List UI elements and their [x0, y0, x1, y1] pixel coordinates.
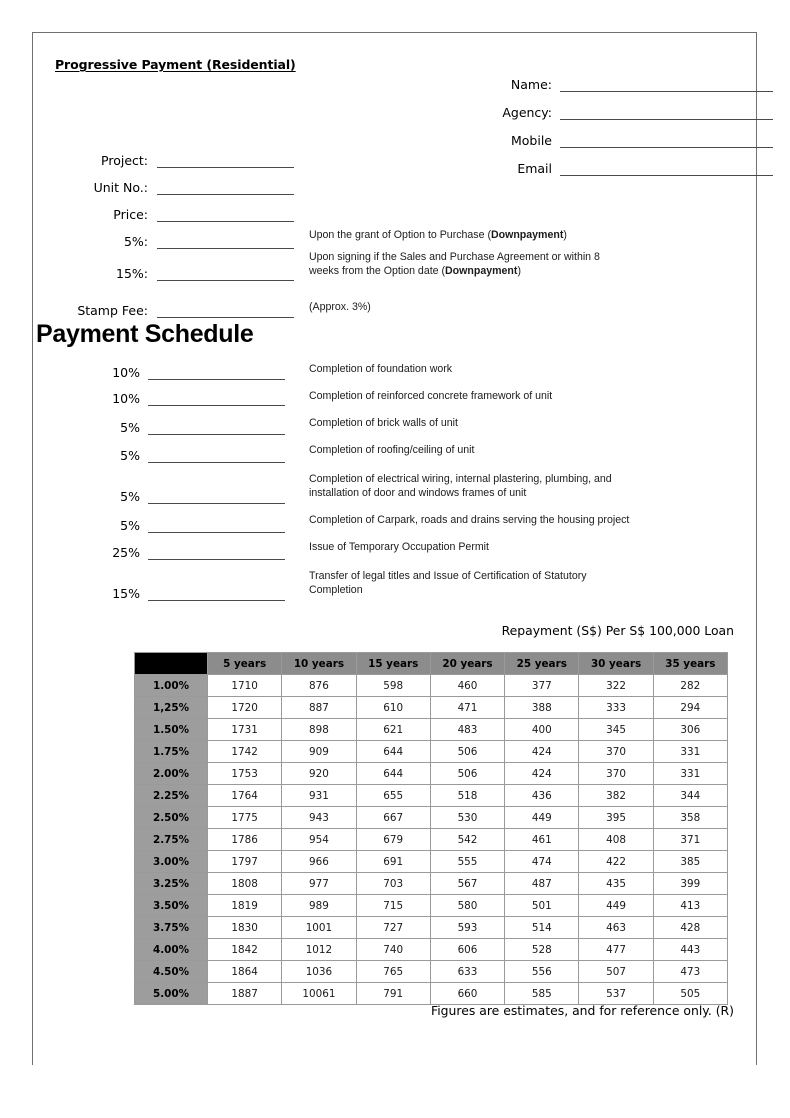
schedule-input-8[interactable]: [148, 585, 285, 601]
description-option-to-purchase: [309, 228, 729, 242]
table-column-header-5: 30 years: [579, 653, 653, 675]
table-row-header-11: 3.75%: [135, 917, 208, 939]
table-cell-r10-c4: 501: [505, 895, 579, 917]
table-row-header-10: 3.50%: [135, 895, 208, 917]
field-input-fifteen-percent[interactable]: [157, 264, 294, 281]
field-stamp-fee: [56, 296, 294, 318]
table-row-header-5: 2.25%: [135, 785, 208, 807]
table-cell-r3-c2: 644: [356, 741, 430, 763]
table-cell-r3-c5: 370: [579, 741, 653, 763]
table-cell-r8-c6: 385: [653, 851, 727, 873]
description-sales-suffix: ): [517, 265, 521, 277]
table-cell-r8-c2: 691: [356, 851, 430, 873]
schedule-description-2: Completion of reinforced concrete framework of unit: [309, 390, 553, 402]
table-cell-r4-c6: 331: [653, 763, 727, 785]
table-cell-r12-c6: 443: [653, 939, 727, 961]
description-option-suffix: ): [563, 229, 567, 241]
table-row-header-6: 2.50%: [135, 807, 208, 829]
table-cell-r7-c3: 542: [430, 829, 504, 851]
table-cell-r10-c1: 989: [282, 895, 356, 917]
table-row-header-9: 3.25%: [135, 873, 208, 895]
table-row-header-4: 2.00%: [135, 763, 208, 785]
schedule-input-1[interactable]: [148, 364, 285, 380]
table-cell-r2-c2: 621: [356, 719, 430, 741]
contact-label-agency: Agency:: [502, 105, 552, 120]
table-cell-r6-c6: 358: [653, 807, 727, 829]
table-cell-r5-c2: 655: [356, 785, 430, 807]
table-row: [135, 983, 728, 1005]
table-cell-r1-c2: 610: [356, 697, 430, 719]
repayment-table-head: [135, 653, 728, 675]
field-input-project[interactable]: [157, 151, 294, 168]
table-cell-r6-c3: 530: [430, 807, 504, 829]
schedule-percent-4: 5%: [120, 448, 140, 463]
field-label-unit-no: Unit No.:: [93, 180, 148, 195]
description-option-prefix: Upon the grant of Option to Purchase (: [309, 229, 491, 241]
table-cell-r9-c3: 567: [430, 873, 504, 895]
table-row: [135, 961, 728, 983]
table-cell-r0-c1: 876: [282, 675, 356, 697]
table-cell-r13-c6: 473: [653, 961, 727, 983]
field-unit-no: [56, 173, 294, 195]
table-cell-r4-c5: 370: [579, 763, 653, 785]
table-row-header-1: 1,25%: [135, 697, 208, 719]
schedule-percent-6: 5%: [120, 518, 140, 533]
table-cell-r12-c2: 740: [356, 939, 430, 961]
field-project: [56, 146, 294, 168]
table-cell-r2-c4: 400: [505, 719, 579, 741]
schedule-description-8: [309, 569, 729, 597]
table-row: [135, 873, 728, 895]
table-cell-r14-c5: 537: [579, 983, 653, 1005]
table-row: [135, 917, 728, 939]
schedule-percent-7: 25%: [112, 545, 140, 560]
schedule-row-5: [60, 484, 290, 504]
table-cell-r4-c4: 424: [505, 763, 579, 785]
table-cell-r0-c6: 282: [653, 675, 727, 697]
field-five-percent: [56, 227, 294, 249]
table-cell-r12-c5: 477: [579, 939, 653, 961]
schedule-row-1: [60, 360, 290, 380]
table-cell-r2-c0: 1731: [208, 719, 282, 741]
table-cell-r14-c6: 505: [653, 983, 727, 1005]
table-cell-r9-c1: 977: [282, 873, 356, 895]
field-label-project: Project:: [101, 153, 148, 168]
schedule-row-7: [60, 540, 290, 560]
table-row-header-14: 5.00%: [135, 983, 208, 1005]
table-cell-r10-c5: 449: [579, 895, 653, 917]
table-cell-r1-c3: 471: [430, 697, 504, 719]
schedule-description-5-line2: installation of door and windows frames of unit: [309, 487, 527, 499]
schedule-row-8: [60, 581, 290, 601]
table-cell-r10-c2: 715: [356, 895, 430, 917]
table-row-header-2: 1.50%: [135, 719, 208, 741]
repayment-table-body: [135, 675, 728, 1005]
table-cell-r8-c0: 1797: [208, 851, 282, 873]
table-cell-r3-c1: 909: [282, 741, 356, 763]
table-cell-r13-c2: 765: [356, 961, 430, 983]
table-column-header-3: 20 years: [430, 653, 504, 675]
table-column-header-6: 35 years: [653, 653, 727, 675]
schedule-description-8-line2: Completion: [309, 584, 363, 596]
table-cell-r9-c6: 399: [653, 873, 727, 895]
table-cell-r1-c4: 388: [505, 697, 579, 719]
table-cell-r4-c3: 506: [430, 763, 504, 785]
table-column-header-4: 25 years: [505, 653, 579, 675]
table-row: [135, 807, 728, 829]
table-row: [135, 785, 728, 807]
table-caption-repayment: Repayment (S$) Per S$ 100,000 Loan: [501, 623, 734, 638]
contact-field-name: [452, 70, 773, 92]
table-cell-r1-c5: 333: [579, 697, 653, 719]
schedule-description-4: Completion of roofing/ceiling of unit: [309, 444, 475, 456]
table-cell-r11-c3: 593: [430, 917, 504, 939]
table-cell-r6-c0: 1775: [208, 807, 282, 829]
table-cell-r3-c0: 1742: [208, 741, 282, 763]
table-cell-r1-c0: 1720: [208, 697, 282, 719]
table-cell-r5-c6: 344: [653, 785, 727, 807]
table-cell-r6-c4: 449: [505, 807, 579, 829]
table-cell-r7-c2: 679: [356, 829, 430, 851]
table-cell-r2-c5: 345: [579, 719, 653, 741]
schedule-row-4: [60, 443, 290, 463]
field-input-stamp-fee[interactable]: [157, 301, 294, 318]
schedule-description-5: [309, 472, 729, 500]
table-row-header-12: 4.00%: [135, 939, 208, 961]
schedule-input-4[interactable]: [148, 447, 285, 463]
table-cell-r6-c5: 395: [579, 807, 653, 829]
field-input-price[interactable]: [157, 205, 294, 222]
contact-field-mobile: [452, 126, 773, 148]
field-label-fifteen-percent: 15%:: [116, 266, 148, 281]
description-option-bold: Downpayment: [490, 229, 564, 241]
table-cell-r12-c4: 528: [505, 939, 579, 961]
table-row: [135, 895, 728, 917]
schedule-input-6[interactable]: [148, 517, 285, 533]
table-cell-r13-c0: 1864: [208, 961, 282, 983]
table-row-header-13: 4.50%: [135, 961, 208, 983]
table-cell-r14-c2: 791: [356, 983, 430, 1005]
schedule-input-3[interactable]: [148, 419, 285, 435]
table-cell-r8-c3: 555: [430, 851, 504, 873]
table-cell-r9-c2: 703: [356, 873, 430, 895]
table-row-header-0: 1.00%: [135, 675, 208, 697]
table-cell-r0-c4: 377: [505, 675, 579, 697]
table-cell-r11-c2: 727: [356, 917, 430, 939]
table-cell-r4-c1: 920: [282, 763, 356, 785]
table-row: [135, 697, 728, 719]
schedule-input-5[interactable]: [148, 488, 285, 504]
table-cell-r7-c5: 408: [579, 829, 653, 851]
table-cell-r13-c3: 633: [430, 961, 504, 983]
table-row: [135, 939, 728, 961]
table-cell-r7-c0: 1786: [208, 829, 282, 851]
table-cell-r0-c2: 598: [356, 675, 430, 697]
table-cell-r8-c1: 966: [282, 851, 356, 873]
table-cell-r12-c3: 606: [430, 939, 504, 961]
table-cell-r8-c5: 422: [579, 851, 653, 873]
field-input-unit-no[interactable]: [157, 178, 294, 195]
table-cell-r11-c4: 514: [505, 917, 579, 939]
table-cell-r10-c0: 1819: [208, 895, 282, 917]
table-cell-r7-c1: 954: [282, 829, 356, 851]
contact-input-email[interactable]: [560, 159, 773, 176]
table-cell-r5-c3: 518: [430, 785, 504, 807]
table-cell-r6-c2: 667: [356, 807, 430, 829]
table-cell-r5-c0: 1764: [208, 785, 282, 807]
table-cell-r0-c3: 460: [430, 675, 504, 697]
table-cell-r9-c0: 1808: [208, 873, 282, 895]
table-cell-r8-c4: 474: [505, 851, 579, 873]
schedule-row-2: [60, 386, 290, 406]
table-row: [135, 829, 728, 851]
table-cell-r5-c5: 382: [579, 785, 653, 807]
description-sales-line1: Upon signing if the Sales and Purchase Agreement or within 8: [309, 251, 600, 263]
table-cell-r13-c1: 1036: [282, 961, 356, 983]
contact-label-mobile: Mobile: [510, 133, 552, 148]
table-row-header-3: 1.75%: [135, 741, 208, 763]
table-cell-r4-c0: 1753: [208, 763, 282, 785]
table-header-row: [135, 653, 728, 675]
schedule-description-8-line1: Transfer of legal titles and Issue of Certification of Statutory: [309, 570, 587, 582]
contact-input-mobile[interactable]: [560, 131, 773, 148]
schedule-description-3: Completion of brick walls of unit: [309, 417, 458, 429]
table-cell-r3-c6: 331: [653, 741, 727, 763]
description-stamp-fee: (Approx. 3%): [309, 301, 371, 313]
table-cell-r10-c3: 580: [430, 895, 504, 917]
table-cell-r5-c1: 931: [282, 785, 356, 807]
field-label-stamp-fee: Stamp Fee:: [77, 303, 148, 318]
footer-note: Figures are estimates, and for reference only. (R): [431, 1003, 734, 1018]
table-cell-r3-c3: 506: [430, 741, 504, 763]
table-column-header-0: 5 years: [208, 653, 282, 675]
table-cell-r9-c5: 435: [579, 873, 653, 895]
contact-field-email: [452, 154, 773, 176]
table-cell-r11-c6: 428: [653, 917, 727, 939]
table-row: [135, 719, 728, 741]
table-cell-r11-c5: 463: [579, 917, 653, 939]
field-label-price: Price:: [113, 207, 148, 222]
schedule-description-5-line1: Completion of electrical wiring, internal plastering, plumbing, and: [309, 473, 612, 485]
contact-input-agency[interactable]: [560, 103, 773, 120]
table-cell-r1-c1: 887: [282, 697, 356, 719]
table-cell-r14-c3: 660: [430, 983, 504, 1005]
field-price: [56, 200, 294, 222]
schedule-percent-1: 10%: [112, 365, 140, 380]
table-cell-r5-c4: 436: [505, 785, 579, 807]
table-cell-r14-c1: 10061: [282, 983, 356, 1005]
schedule-row-6: [60, 513, 290, 533]
schedule-percent-2: 10%: [112, 391, 140, 406]
table-column-header-2: 15 years: [356, 653, 430, 675]
field-fifteen-percent: [56, 259, 294, 281]
table-cell-r0-c0: 1710: [208, 675, 282, 697]
table-cell-r9-c4: 487: [505, 873, 579, 895]
table-cell-r2-c3: 483: [430, 719, 504, 741]
description-sales-bold: Downpayment: [445, 265, 518, 277]
table-cell-r1-c6: 294: [653, 697, 727, 719]
schedule-percent-5: 5%: [120, 489, 140, 504]
schedule-percent-3: 5%: [120, 420, 140, 435]
section-heading-payment-schedule: Payment Schedule: [36, 320, 254, 348]
repayment-table: [134, 652, 728, 1005]
table-row-header-8: 3.00%: [135, 851, 208, 873]
schedule-percent-8: 15%: [112, 586, 140, 601]
field-label-five-percent: 5%:: [123, 234, 148, 249]
table-column-header-1: 10 years: [282, 653, 356, 675]
table-cell-r12-c1: 1012: [282, 939, 356, 961]
table-corner-cell: [135, 653, 208, 675]
table-cell-r11-c1: 1001: [282, 917, 356, 939]
table-cell-r13-c4: 556: [505, 961, 579, 983]
schedule-description-6: Completion of Carpark, roads and drains serving the housing project: [309, 514, 630, 526]
table-cell-r11-c0: 1830: [208, 917, 282, 939]
schedule-input-7[interactable]: [148, 544, 285, 560]
table-row: [135, 675, 728, 697]
table-cell-r3-c4: 424: [505, 741, 579, 763]
table-cell-r0-c5: 322: [579, 675, 653, 697]
contact-input-name[interactable]: [560, 75, 773, 92]
page-title: Progressive Payment (Residential): [55, 57, 296, 72]
field-input-five-percent[interactable]: [157, 232, 294, 249]
schedule-description-1: Completion of foundation work: [309, 363, 453, 375]
description-sales-agreement: [309, 250, 729, 278]
table-cell-r4-c2: 644: [356, 763, 430, 785]
table-cell-r6-c1: 943: [282, 807, 356, 829]
schedule-row-3: [60, 415, 290, 435]
table-cell-r10-c6: 413: [653, 895, 727, 917]
table-row-header-7: 2.75%: [135, 829, 208, 851]
table-row: [135, 741, 728, 763]
contact-label-name: Name:: [510, 77, 552, 92]
table-row: [135, 851, 728, 873]
schedule-description-7: Issue of Temporary Occupation Permit: [309, 541, 489, 553]
description-sales-line2-prefix: weeks from the Option date (: [309, 265, 446, 277]
schedule-input-2[interactable]: [148, 390, 285, 406]
table-cell-r7-c6: 371: [653, 829, 727, 851]
table-cell-r2-c1: 898: [282, 719, 356, 741]
table-cell-r13-c5: 507: [579, 961, 653, 983]
repayment-table-container: [134, 652, 728, 1005]
table-cell-r14-c0: 1887: [208, 983, 282, 1005]
contact-field-agency: [452, 98, 773, 120]
table-cell-r12-c0: 1842: [208, 939, 282, 961]
table-cell-r14-c4: 585: [505, 983, 579, 1005]
table-cell-r2-c6: 306: [653, 719, 727, 741]
table-row: [135, 763, 728, 785]
table-cell-r7-c4: 461: [505, 829, 579, 851]
contact-label-email: Email: [517, 161, 552, 176]
